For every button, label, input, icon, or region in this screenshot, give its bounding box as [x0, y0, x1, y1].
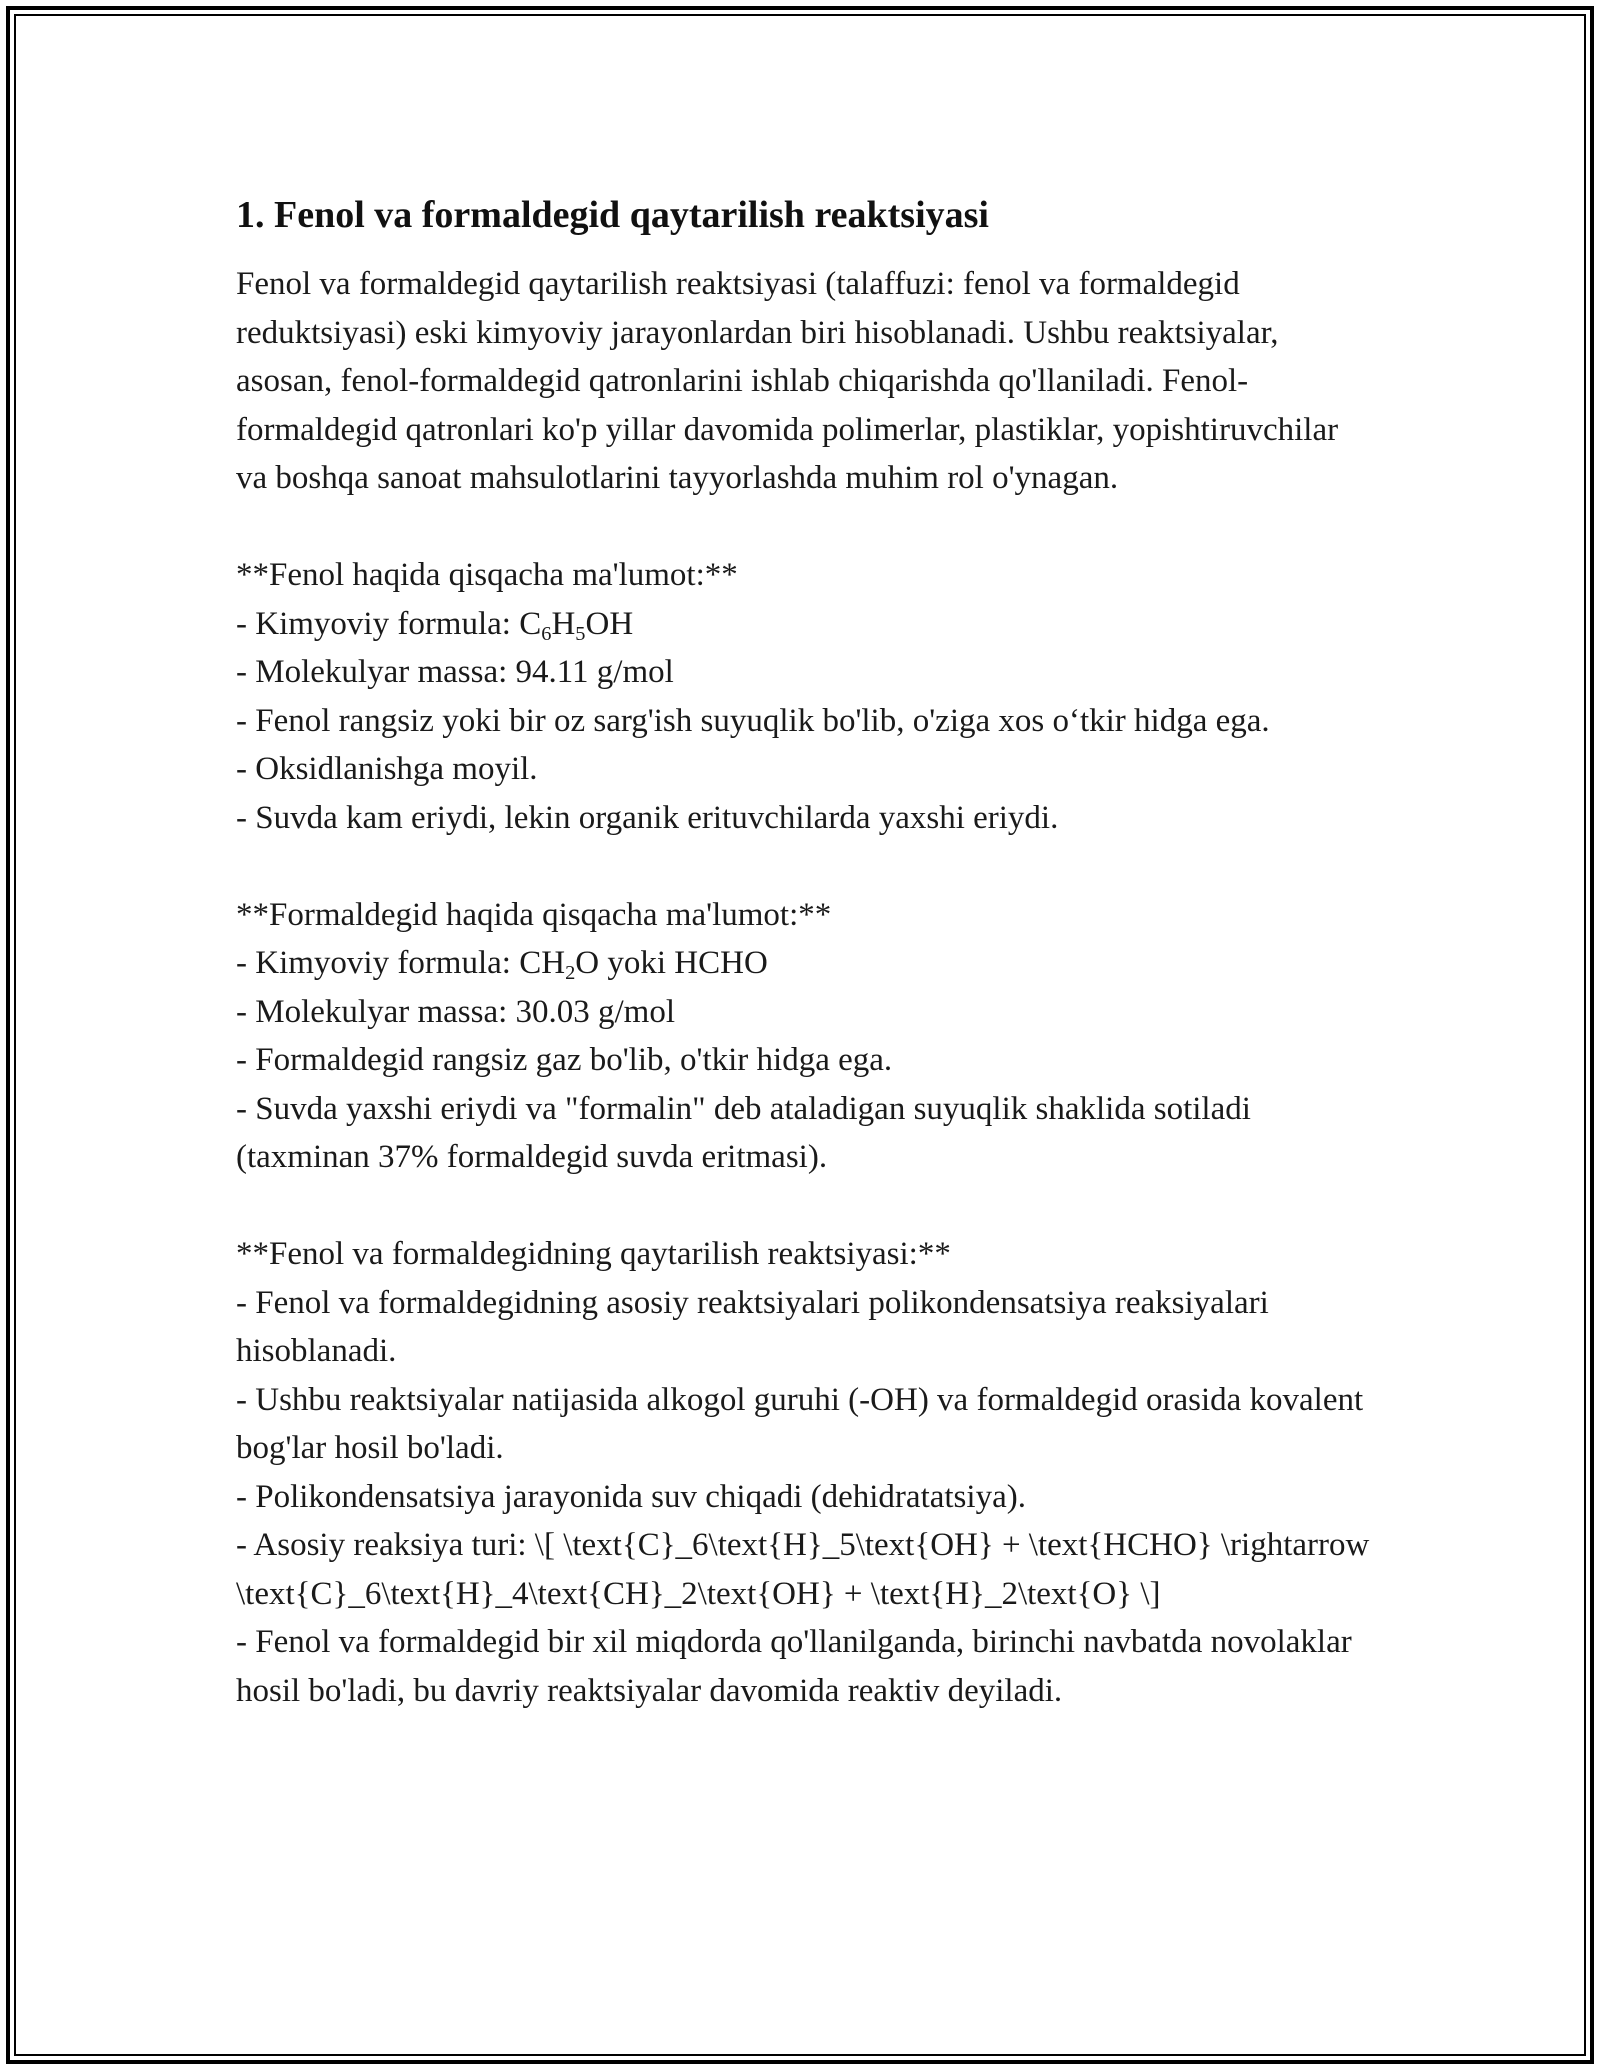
fenol-formula-end: OH	[585, 605, 634, 642]
paragraph-gap	[236, 503, 1376, 552]
fenol-formula-c: C	[519, 605, 542, 642]
formaldegid-formula-prefix: - Kimyoviy formula:	[236, 945, 520, 981]
paragraph-gap	[236, 842, 1376, 891]
formaldegid-formula-ch: CH	[519, 945, 566, 981]
paragraph-gap	[236, 1182, 1376, 1231]
fenol-formula-prefix: - Kimyoviy formula:	[236, 605, 520, 642]
formaldegid-formula-sub: 2	[565, 962, 576, 985]
intro-paragraph: Fenol va formaldegid qaytarilish reaktsiyasi (talaffuzi: fenol va formaldegid reduktsiyasi) eski kimyoviy jarayonlardan biri hisoblanadi. Ushbu reaktsiyalar, asosan, fenol-formaldegid qatronlarini ishlab chiqarishda qo'llaniladi. Fenol-formaldegid qatronlari ko'p yillar davomida polimerlar, plastiklar, yopishtiruvchilar va boshqa sanoat mahsulotlarini tayyorlashda muhim rol o'ynagan.	[236, 266, 1339, 496]
formaldegid-item-3: - Formaldegid rangsiz gaz bo'lib, o'tkir hidga ega.	[236, 1042, 893, 1078]
fenol-formula-h-sub: 5	[575, 622, 586, 645]
reaction-heading: **Fenol va formaldegidning qaytarilish reaktsiyasi:**	[236, 1236, 951, 1272]
fenol-mass: - Molekulyar massa: 94.11 g/mol	[236, 654, 674, 690]
fenol-item-3: - Fenol rangsiz yoki bir oz sarg'ish suyuqlik bo'lib, o'ziga xos o‘tkir hidga ega.	[236, 702, 1270, 739]
reaction-item-3: - Polikondensatsiya jarayonida suv chiqadi (dehidratatsiya).	[236, 1478, 1026, 1515]
fenol-item-5: - Suvda kam eriydi, lekin organik erituvchilarda yaxshi eriydi.	[236, 799, 1059, 836]
formaldegid-formula-end: O yoki HCHO	[575, 945, 768, 981]
reaction-item-1: - Fenol va formaldegidning asosiy reaktsiyalari polikondensatsiya reaksiyalari hisoblanadi.	[236, 1284, 1269, 1369]
fenol-formula-line	[236, 600, 1376, 649]
formaldegid-formula-line	[236, 939, 1376, 988]
formaldegid-heading: **Formaldegid haqida qisqacha ma'lumot:**	[236, 896, 832, 933]
fenol-formula-c-sub: 6	[541, 622, 552, 645]
reaction-item-5: - Fenol va formaldegid bir xil miqdorda qo'llanilganda, birinchi navbatda novolaklar hosil bo'ladi, bu davriy reaktsiyalar davomida reaktiv deyiladi.	[236, 1624, 1352, 1709]
reaction-item-4: - Asosiy reaksiya turi: \[ \text{C}_6\text{H}_5\text{OH} + \text{HCHO} \rightarrow \text{C}_6\text{H}_4\text{CH}_2\text{OH} + \text{H}_2\text{O} \]	[236, 1527, 1370, 1612]
formaldegid-mass: - Molekulyar massa: 30.03 g/mol	[236, 993, 676, 1030]
fenol-item-4: - Oksidlanishga moyil.	[236, 751, 538, 787]
text-block	[236, 260, 1376, 1715]
formaldegid-item-4: - Suvda yaxshi eriydi va "formalin" deb ataladigan suyuqlik shaklida sotiladi (taxminan 37% formaldegid suvda eritmasi).	[236, 1090, 1251, 1175]
document-body	[236, 184, 1376, 1715]
fenol-formula-h: H	[551, 605, 576, 642]
reaction-item-2: - Ushbu reaktsiyalar natijasida alkogol guruhi (-OH) va formaldegid orasida kovalent bog'lar hosil bo'ladi.	[236, 1381, 1364, 1466]
fenol-heading: **Fenol haqida qisqacha ma'lumot:**	[236, 557, 738, 593]
section-title: 1. Fenol va formaldegid qaytarilish reaktsiyasi	[236, 194, 989, 236]
